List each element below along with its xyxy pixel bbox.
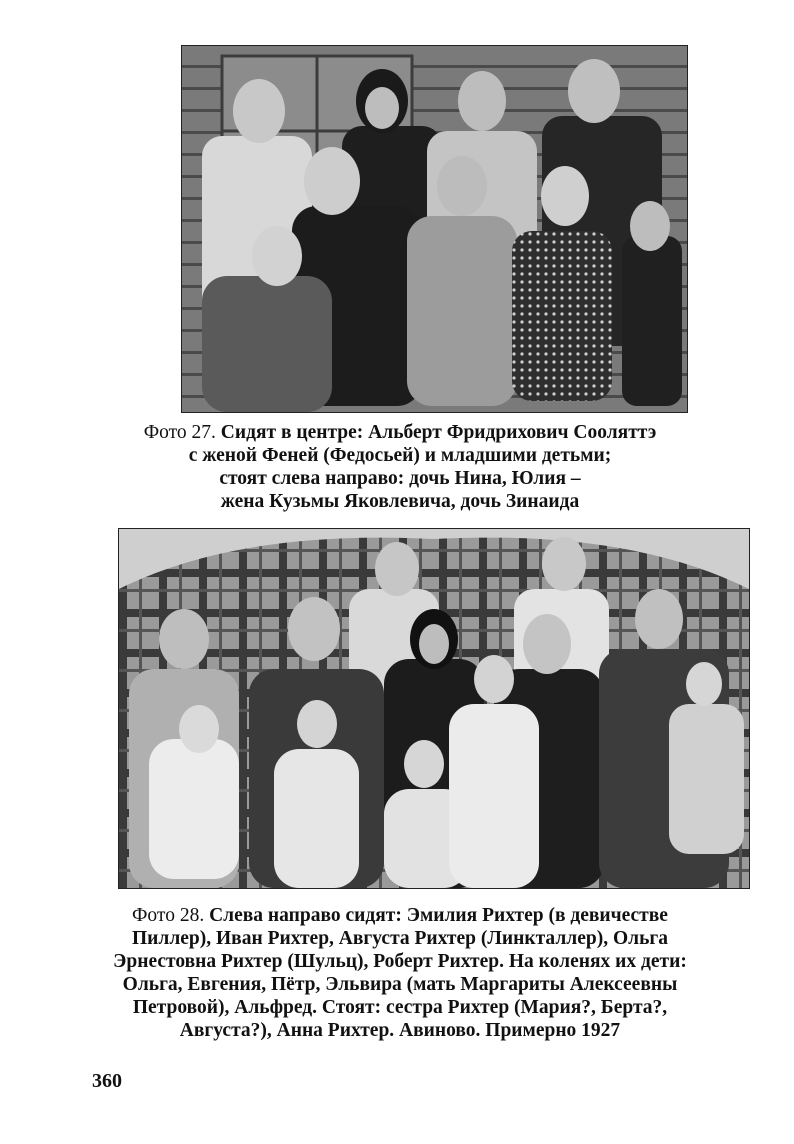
family-photo-28 — [118, 528, 750, 889]
caption-line: с женой Феней (Федосьей) и младшими детьми; — [188, 445, 612, 466]
photo-28-caption — [60, 904, 740, 1042]
caption-line: Фото 28. Слева направо сидят: Эмилия Рихтер (в девичестве — [132, 905, 668, 926]
caption-line: Фото 27. Сидят в центре: Альберт Фридрихович Сооляттэ — [143, 422, 657, 443]
caption-line: Ольга, Евгения, Пётр, Эльвира (мать Маргариты Алексеевны — [122, 974, 678, 995]
photo-27-caption — [100, 421, 700, 513]
photo-27-label: Фото 27. — [143, 422, 216, 443]
page-number: 360 — [92, 1070, 122, 1092]
caption-line: жена Кузьмы Яковлевича, дочь Зинаида — [220, 491, 580, 512]
caption-line: Августа?), Анна Рихтер. Авиново. Примерно 1927 — [179, 1020, 621, 1041]
family-photo-27 — [181, 45, 688, 413]
caption-line: Петровой), Альфред. Стоят: сестра Рихтер (Мария?, Берта?, — [132, 997, 668, 1018]
family-photo-27-image — [182, 46, 687, 412]
family-photo-28-image — [119, 529, 749, 888]
caption-line: Эрнестовна Рихтер (Шульц), Роберт Рихтер. На коленях их дети: — [113, 951, 687, 972]
caption-line: стоят слева направо: дочь Нина, Юлия – — [219, 468, 581, 489]
caption-line: Пиллер), Иван Рихтер, Августа Рихтер (Линкталлер), Ольга — [131, 928, 669, 949]
photo-28-label: Фото 28. — [132, 905, 205, 926]
